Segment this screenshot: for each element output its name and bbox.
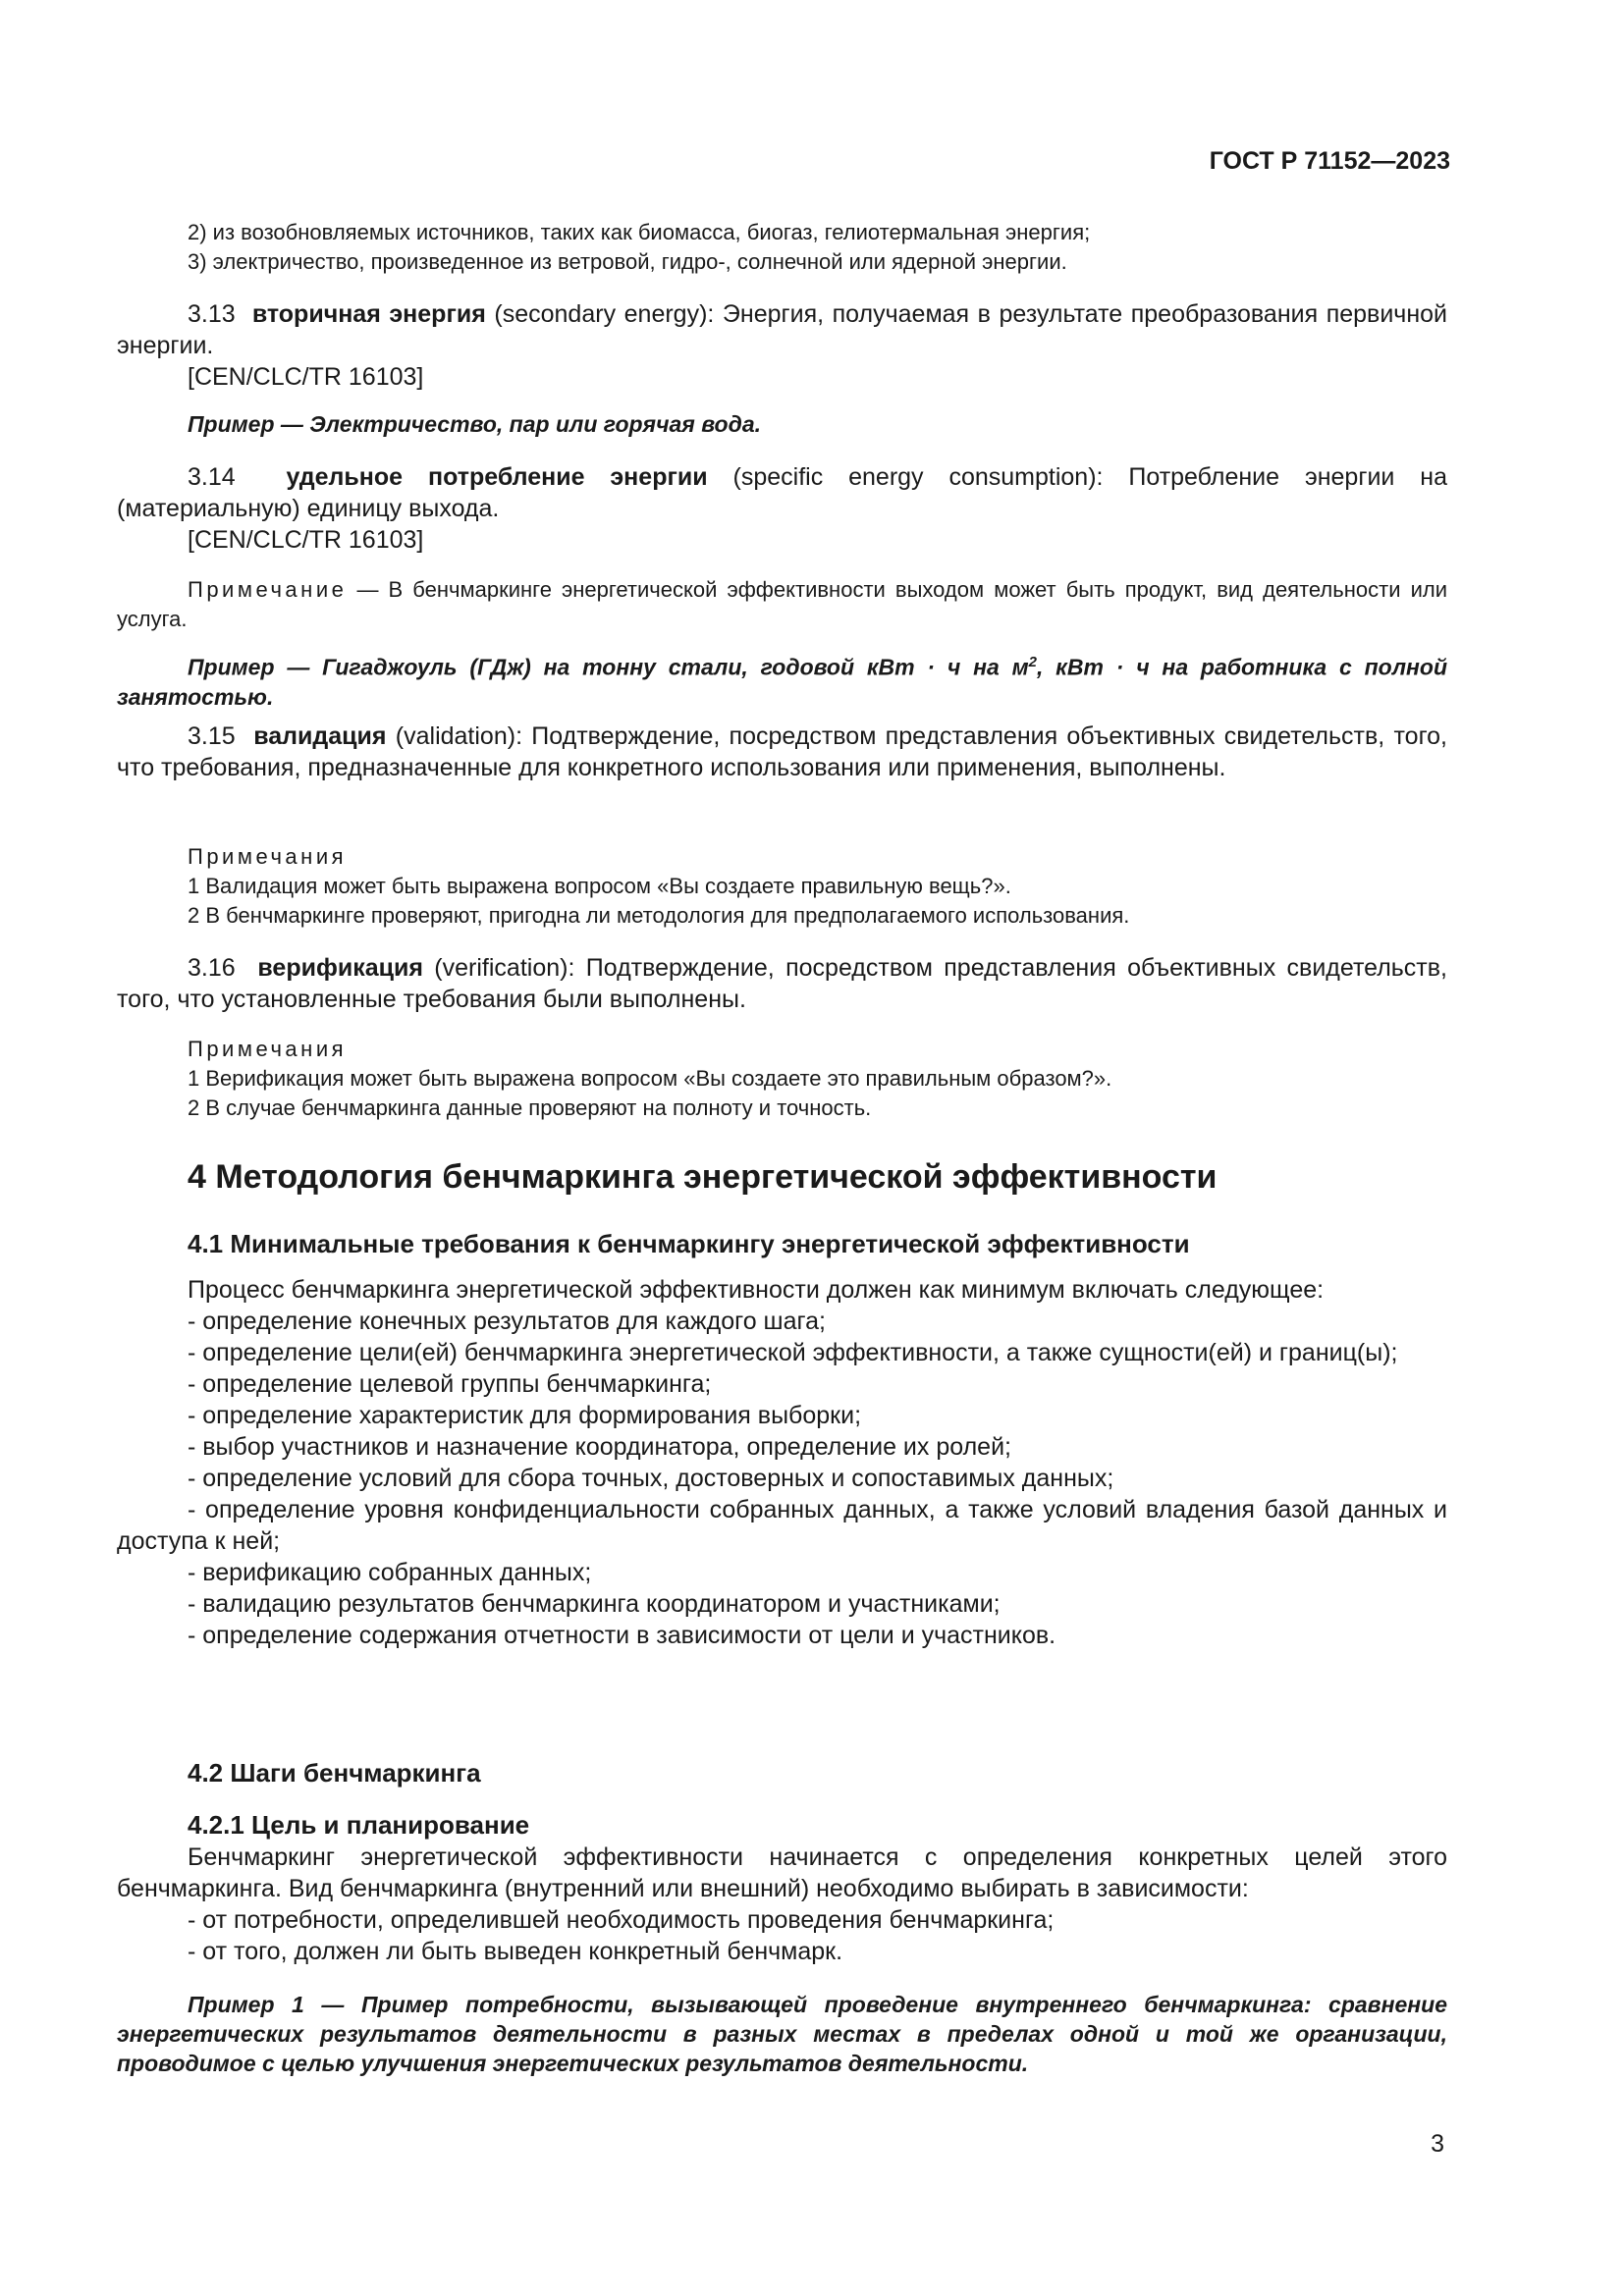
- list-item: - определение целевой группы бенчмаркинга;: [188, 1370, 712, 1398]
- term-definition: (secondary energy): Энергия, получаемая в результате преобразования первичной энергии.: [117, 300, 1447, 359]
- list-item: - определение конечных результатов для каждого шага;: [188, 1308, 826, 1335]
- list-item: - верификацию собранных данных;: [188, 1559, 592, 1586]
- section-4-1-heading: 4.1 Минимальные требования к бенчмаркингу энергетической эффективности: [188, 1229, 1190, 1258]
- list-item: 3) электричество, произведенное из ветровой, гидро-, солнечной или ядерной энергии.: [188, 249, 1067, 274]
- term-title: верификация: [257, 954, 423, 982]
- paragraph: Бенчмаркинг энергетической эффективности начинается с определения конкретных целей этого бенчмаркинга. Вид бенчмаркинга (внутренний или внешний) необходимо выбирать в зависимости:: [117, 1843, 1447, 1902]
- list-item: - выбор участников и назначение координатора, определение их ролей;: [188, 1433, 1011, 1461]
- list-item: - определение условий для сбора точных, достоверных и сопоставимых данных;: [188, 1465, 1114, 1492]
- term-example: Пример — Электричество, пар или горячая вода.: [188, 411, 762, 437]
- sources-list: [117, 218, 1447, 277]
- term-3-14: [117, 461, 1447, 524]
- term-3-16: [117, 952, 1447, 1015]
- note-label: Примечание: [188, 577, 348, 602]
- term-reference: [CEN/CLC/TR 16103]: [188, 363, 424, 391]
- term-3-13: [117, 298, 1447, 361]
- term-number: 3.13: [188, 300, 236, 328]
- note-text: — В бенчмаркинге энергетической эффективности выходом может быть продукт, вид деятельности или услуга.: [117, 577, 1447, 631]
- document-code: ГОСТ Р 71152—2023: [1209, 147, 1450, 175]
- notes-label: Примечания: [188, 1037, 348, 1061]
- term-notes: [117, 1035, 1518, 1123]
- section-4-2-1-heading: 4.2.1 Цель и планирование: [188, 1810, 530, 1840]
- page-number: 3: [1431, 2130, 1444, 2158]
- list-item: - определение содержания отчетности в зависимости от цели и участников.: [188, 1622, 1056, 1649]
- term-example: Пример — Гигаджоуль (ГДж) на тонну стали, годовой кВт · ч на $м^2$, кВт · ч на работника с полной занятостью.: [117, 654, 1448, 710]
- term-title: валидация: [253, 722, 387, 750]
- list-item: - от потребности, определившей необходимость проведения бенчмаркинга;: [188, 1906, 1055, 1934]
- note-item: 1 Валидация может быть выражена вопросом «Вы создаете правильную вещь?».: [188, 874, 1011, 898]
- term-title: удельное потребление энергии: [286, 463, 708, 491]
- term-title: вторичная энергия: [251, 300, 486, 328]
- note-item: 1 Верификация может быть выражена вопросом «Вы создаете это правильным образом?».: [188, 1066, 1112, 1091]
- list-item: - определение цели(ей) бенчмаркинга энергетической эффективности, а также сущности(ей) и границ(ы);: [188, 1339, 1398, 1366]
- section-4-heading: 4 Методология бенчмаркинга энергетической эффективности: [188, 1158, 1218, 1196]
- list-item: - определение уровня конфиденциальности собранных данных, а также условий владения базой данных и доступа к ней;: [117, 1496, 1447, 1555]
- term-definition: (specific energy consumption): Потребление энергии на (материальную) единицу выхода.: [117, 463, 1447, 522]
- list-item: - от того, должен ли быть выведен конкретный бенчмарк.: [188, 1938, 843, 1965]
- list-item: 2) из возобновляемых источников, таких как биомасса, биогаз, гелиотермальная энергия;: [188, 220, 1091, 244]
- list-item: - определение характеристик для формирования выборки;: [188, 1402, 862, 1429]
- example-1: Пример 1 — Пример потребности, вызывающей проведение внутреннего бенчмаркинга: сравнение энергетических результатов деятельности в разных местах в пределах одной и той же организации, проводимое с целью улучшения энергетических результатов деятельности.: [117, 1992, 1447, 2076]
- notes-label: Примечания: [188, 844, 348, 869]
- term-notes: [117, 842, 1518, 931]
- note-item: 2 В бенчмаркинге проверяют, пригодна ли методология для предполагаемого использования.: [188, 903, 1130, 928]
- term-reference: [CEN/CLC/TR 16103]: [188, 526, 424, 554]
- section-4-2-1-body: [117, 1842, 1447, 1967]
- term-number: 3.15: [188, 722, 236, 750]
- term-number: 3.16: [188, 954, 236, 982]
- note-item: 2 В случае бенчмаркинга данные проверяют на полноту и точность.: [188, 1095, 872, 1120]
- term-3-15: [117, 721, 1447, 783]
- term-note: [117, 575, 1447, 634]
- term-definition: (validation): Подтверждение, посредством представления объективных свидетельств, того, что требования, предназначенные для конкретного использования или применения, выполнены.: [117, 722, 1447, 781]
- term-definition: (verification): Подтверждение, посредством представления объективных свидетельств, того, что установленные требования были выполнены.: [117, 954, 1447, 1013]
- section-4-2-heading: 4.2 Шаги бенчмаркинга: [188, 1758, 481, 1788]
- term-number: 3.14: [188, 463, 236, 491]
- paragraph: Процесс бенчмаркинга энергетической эффективности должен как минимум включать следующее:: [188, 1276, 1325, 1304]
- list-item: - валидацию результатов бенчмаркинга координатором и участниками;: [188, 1590, 1001, 1618]
- section-4-1-body: [117, 1274, 1447, 1651]
